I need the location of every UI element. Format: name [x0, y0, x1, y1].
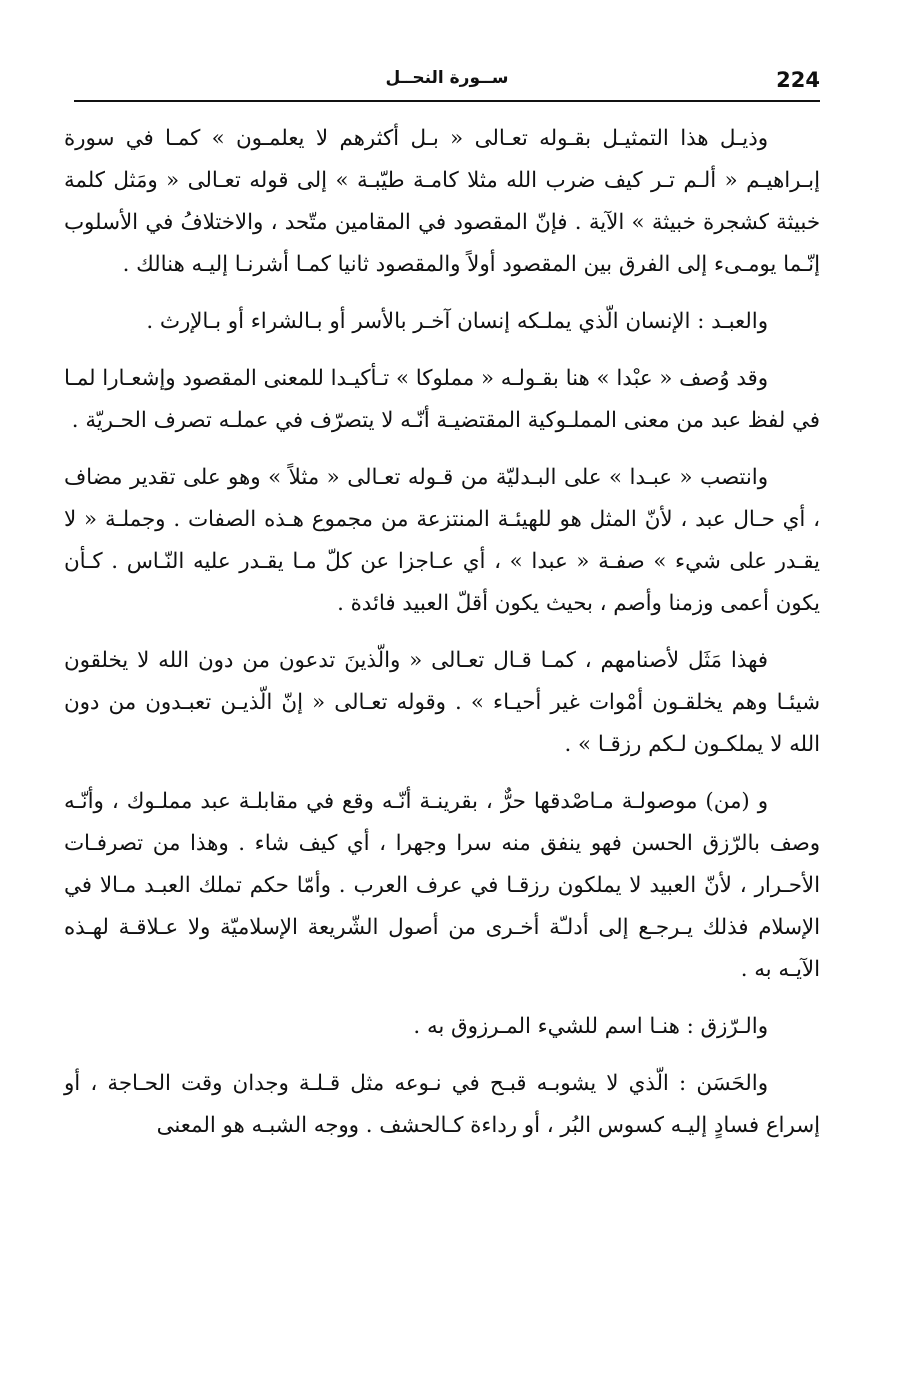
- body-text: [64, 118, 820, 1162]
- paragraph: والـرّزق : هنـا اسم للشيء المـرزوق به .: [413, 1014, 768, 1039]
- paragraph: والعبـد : الإنسان الّذي يملـكه إنسان آخـر بالأسر أو بـالشراء أو بـالإرث .: [146, 309, 768, 334]
- running-title: ســورة النحــل: [385, 68, 509, 88]
- paragraph: وانتصب « عبـدا » على البـدليّة من قـوله تعـالى « مثلاً » وهو على تقدير مضاف ، أي حـال عبد ، لأنّ المثل هو للهيئـة المنتزعة من مجموع هـذه الصفات . وجملـة « لا يقـدر على شيء » صفـة « عبدا » ، أي عـاجزا عن كلّ مـا يقـدر عليه النّـاس . كـأن يكون أعمى وزمنا وأصم ، بحيث يكون أقلّ العبيد فائدة .: [64, 465, 820, 616]
- paragraph: والحَسَن : الّذي لا يشوبـه قبـح في نـوعه مثل قـلـة وجدان وقت الحـاجة ، أو إسراع فسادٍ إليـه كسوس البُر ، أو رداءة كـالحشف . ووجه الشبـه هو المعنى: [64, 1071, 820, 1138]
- paragraph: وذيـل هذا التمثيـل بقـوله تعـالى « بـل أكثرهم لا يعلمـون » كمـا في سورة إبـراهيـم « ألـم تـر كيف ضرب الله مثلا كامـة طيّبـة » إلى قوله تعـالى « ومَثل كلمة خبيثة كشجرة خبيثة » الآية . فإنّ المقصود في المقامين متّحد ، والاختلافُ في الأسلوب إنّـما يومـىء إلى الفرق بين المقصود أولاً والمقصود ثانيا كمـا أشرنـا إليـه هنالك .: [64, 126, 820, 277]
- paragraph: وقد وُصف « عبْدا » هنا بقـولـه « مملوكا » تـأكيـدا للمعنى المقصود وإشعـارا لمـا في لفظ عبد من معنى المملـوكية المقتضيـة أنّـه لا يتصرّف في عملـه تصرف الحـريّة .: [64, 366, 820, 433]
- page-header: [74, 60, 820, 102]
- page-number: 224: [776, 68, 820, 92]
- paragraph: فهذا مَثَل لأصنامهم ، كمـا قـال تعـالى « والّذينَ تدعون من دون الله لا يخلقون شيئـا وهم يخلقـون أمْوات غير أحيـاء » . وقوله تعـالى « إنّ الّذيـن تعبـدون من دون الله لا يملكـون لـكم رزقـا » .: [64, 648, 820, 757]
- paragraph: و (من) موصولـة مـاصْدقها حرٌّ ، بقرينـة أنّـه وقع في مقابلـة عبد مملـوك ، وأنّـه وصف بالرّزق الحسن فهو ينفق منه سرا وجهرا ، أي كيف شاء . وهذا من تصرفـات الأحـرار ، لأنّ العبيد لا يملكون رزقـا في عرف العرب . وأمّا حكم تملك العبـد مـالا في الإسلام فذلك يـرجـع إلى أدلـّة أخـرى من أصول الشّريعة الإسلاميّة ولا عـلاقـة لهـذه الآيـه به .: [64, 789, 820, 982]
